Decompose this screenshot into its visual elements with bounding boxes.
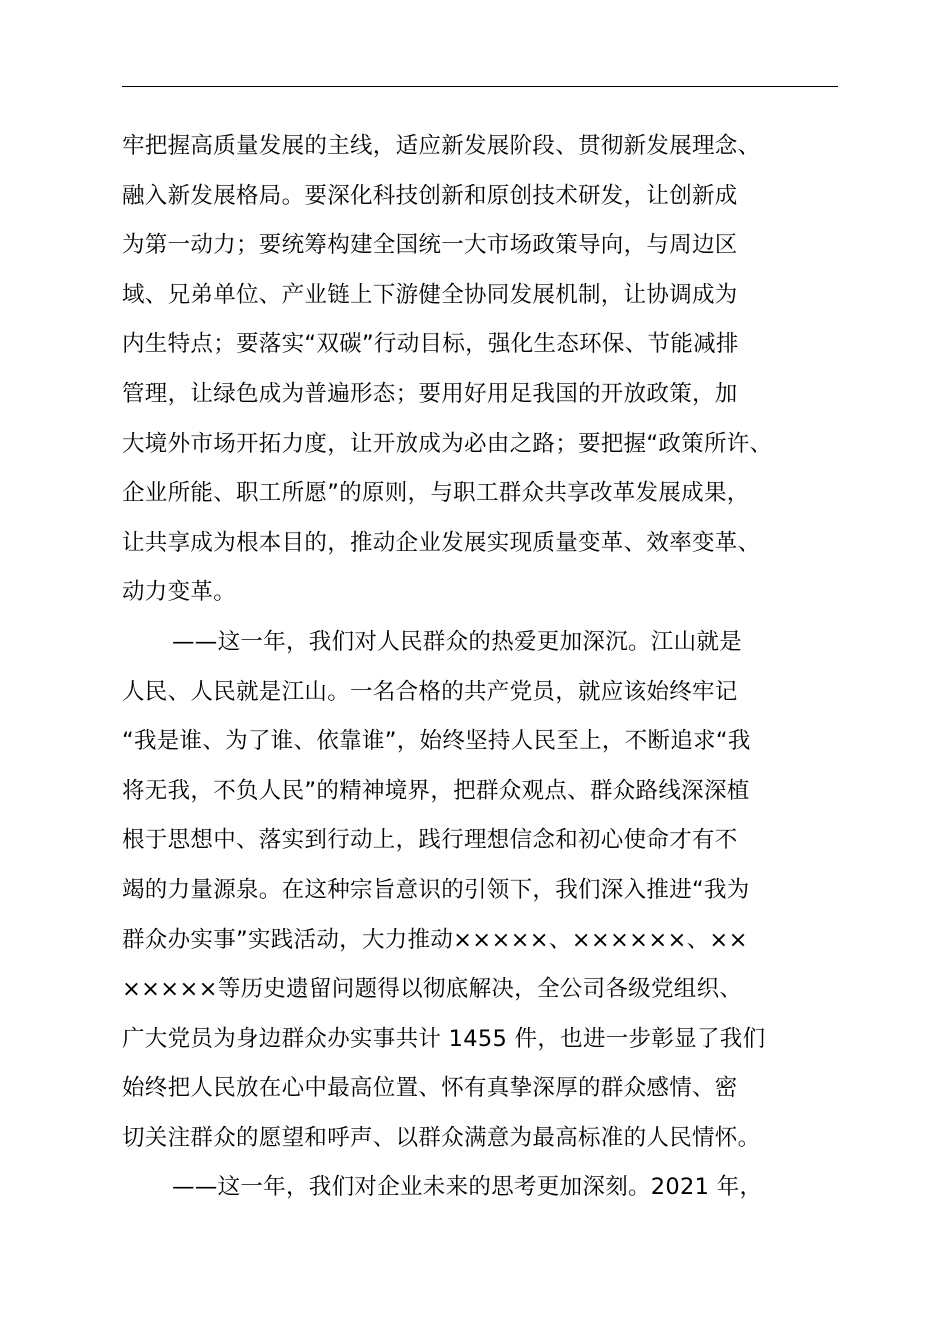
text-line: 域、兄弟单位、产业链上下游健全协同发展机制，让协调成为 <box>122 281 738 308</box>
text-line: 竭的力量源泉。在这种宗旨意识的引领下，我们深入推进“我为 <box>122 876 750 903</box>
text-line: 牢把握高质量发展的主线，适应新发展阶段、贯彻新发展理念、 <box>122 133 761 159</box>
text-line: 动力变革。 <box>122 579 237 606</box>
text-line: 将无我，不负人民”的精神境界，把群众观点、群众路线深深植 <box>122 777 750 804</box>
paragraph-first-line: ——这一年，我们对人民群众的热爱更加深沉。江山就是 <box>172 628 743 655</box>
text-line: 内生特点；要落实“双碳”行动目标，强化生态环保、节能减排 <box>122 331 739 358</box>
text-line: 人民、人民就是江山。一名合格的共产党员，就应该始终牢记 <box>122 678 738 705</box>
header-rule <box>122 86 838 87</box>
text-line: 群众办实事”实践活动，大力推动×××××、××××××、×× <box>122 926 748 953</box>
text-line: 为第一动力；要统筹构建全国统一大市场政策导向，与周边区 <box>122 232 738 259</box>
text-line: 管理，让绿色成为普遍形态；要用好用足我国的开放政策，加 <box>122 380 738 407</box>
text-line: 大境外市场开拓力度，让开放成为必由之路；要把握“政策所许、 <box>122 430 773 457</box>
paragraph-first-line: ——这一年，我们对企业未来的思考更加深刻。2021 年， <box>172 1174 763 1201</box>
text-line: 让共享成为根本目的，推动企业发展实现质量变革、效率变革、 <box>122 529 761 556</box>
text-line: 始终把人民放在心中最高位置、怀有真挚深厚的群众感情、密 <box>122 1075 738 1102</box>
text-line: 企业所能、职工所愿”的原则，与职工群众共享改革发展成果， <box>122 480 750 507</box>
text-line: 融入新发展格局。要深化科技创新和原创技术研发，让创新成 <box>122 182 738 209</box>
text-line: 根于思想中、落实到行动上，践行理想信念和初心使命才有不 <box>122 827 738 854</box>
document-body <box>122 122 838 1213</box>
text-line: 切关注群众的愿望和呼声、以群众满意为最高标准的人民情怀。 <box>122 1124 761 1151</box>
text-line: 广大党员为身边群众办实事共计 1455 件，也进一步彰显了我们 <box>122 1025 766 1052</box>
text-line: ×××××等历史遗留问题得以彻底解决，全公司各级党组织、 <box>122 976 743 1003</box>
text-line: “我是谁、为了谁、依靠谁”，始终坚持人民至上，不断追求“我 <box>122 728 751 755</box>
